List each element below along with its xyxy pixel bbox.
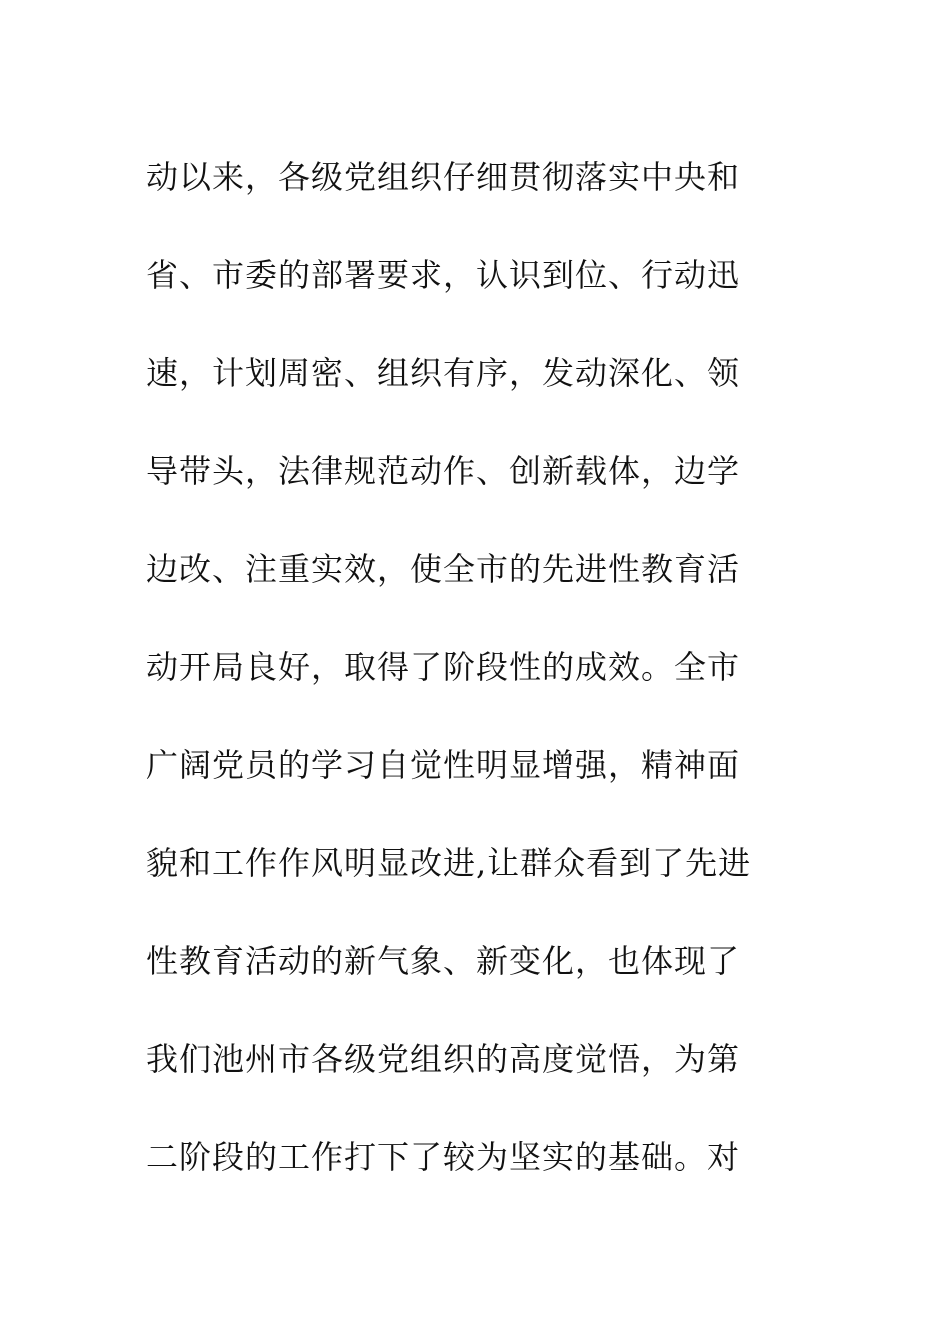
body-text (146, 128, 826, 1206)
text-line: 动以来，各级党组织仔细贯彻落实中央和 (146, 158, 741, 196)
text-line: 广阔党员的学习自觉性明显增强，精神面 (146, 746, 741, 784)
text-line: 我们池州市各级党组织的高度觉悟，为第 (146, 1040, 741, 1078)
text-line: 边改、注重实效，使全市的先进性教育活 (146, 550, 741, 588)
text-line: 貌和工作作风明显改进,让群众看到了先进 (146, 844, 752, 882)
text-line: 二阶段的工作打下了较为坚实的基础。对 (146, 1138, 741, 1176)
text-line: 速，计划周密、组织有序，发动深化、领 (146, 354, 741, 392)
text-line: 导带头，法律规范动作、创新载体，边学 (146, 452, 741, 490)
text-line: 省、市委的部署要求，认识到位、行动迅 (146, 256, 741, 294)
text-line: 性教育活动的新气象、新变化，也体现了 (146, 942, 741, 980)
text-line: 动开局良好，取得了阶段性的成效。全市 (146, 648, 741, 686)
